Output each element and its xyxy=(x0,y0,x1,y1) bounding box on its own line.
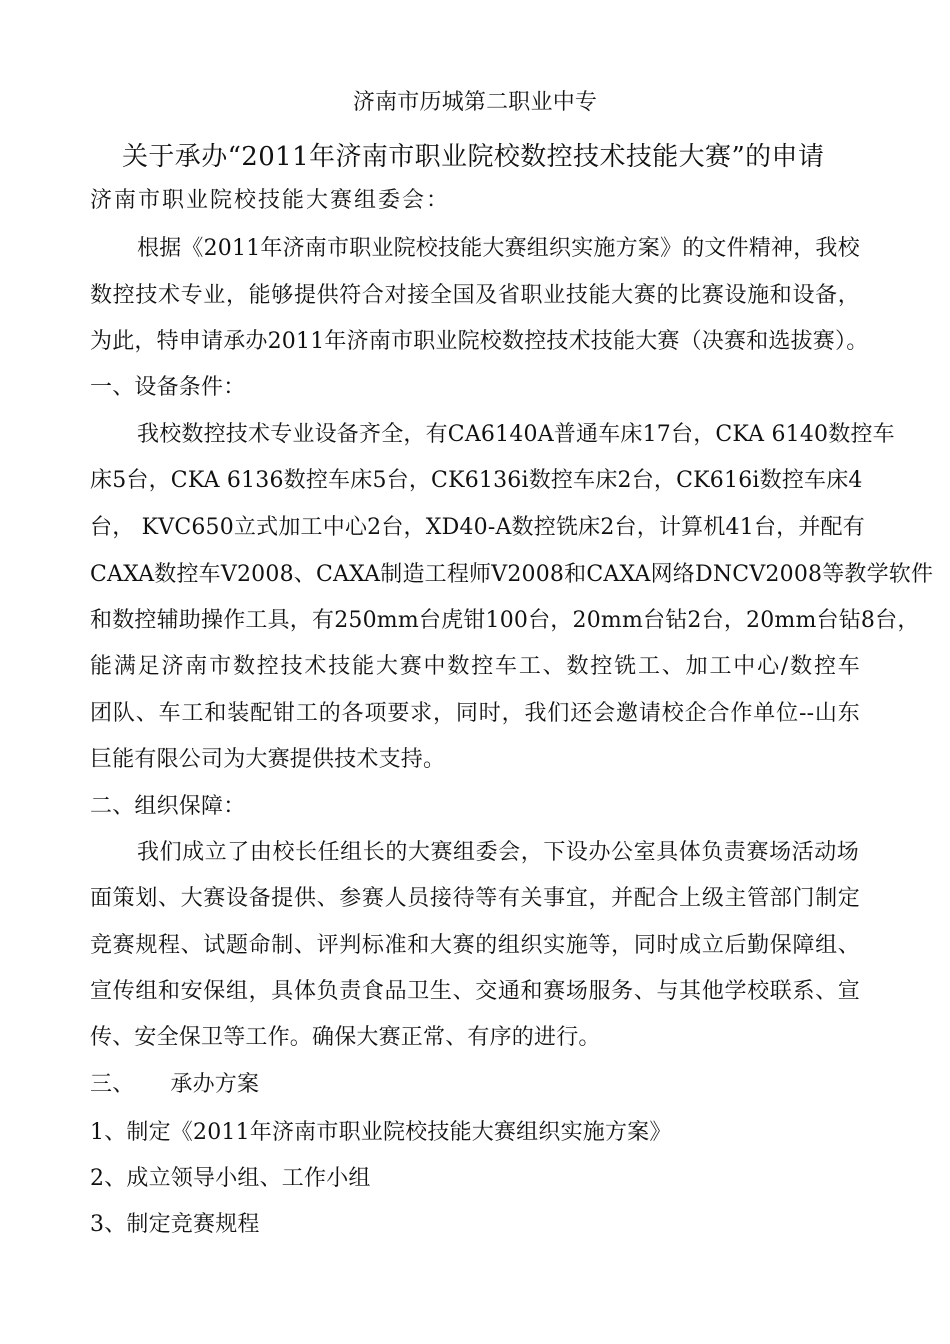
section-heading-equipment: 一、设备条件： xyxy=(90,375,246,400)
equipment-line: 团队、车工和装配钳工的各项要求，同时，我们还会邀请校企合作单位--山东 xyxy=(90,701,860,726)
intro-line: 数控技术专业，能够提供符合对接全国及省职业技能大赛的比赛设施和设备， xyxy=(90,283,860,308)
section-heading-plan: 三、 承办方案 xyxy=(90,1072,260,1097)
equipment-line: 和数控辅助操作工具，有250mm台虎钳100台，20mm台钻2台，20mm台钻8台， xyxy=(90,608,920,633)
addressee: 济南市职业院校技能大赛组委会： xyxy=(90,188,451,213)
document-title: 关于承办“2011年济南市职业院校数控技术技能大赛”的申请 xyxy=(122,142,825,172)
section-heading-organization: 二、组织保障： xyxy=(90,794,246,819)
equipment-line: 巨能有限公司为大赛提供技术支持。 xyxy=(90,747,446,772)
plan-item: 2、成立领导小组、工作小组 xyxy=(90,1166,371,1191)
organization-line: 竞赛规程、试题命制、评判标准和大赛的组织实施等，同时成立后勤保障组、 xyxy=(90,933,860,958)
equipment-line: 我校数控技术专业设备齐全，有CA6140A普通车床17台，CKA 6140数控车 xyxy=(137,422,895,447)
organization-line: 传、安全保卫等工作。确保大赛正常、有序的进行。 xyxy=(90,1025,601,1050)
organization-line: 我们成立了由校长任组长的大赛组委会，下设办公室具体负责赛场活动场 xyxy=(137,840,859,865)
intro-line: 为此，特申请承办2011年济南市职业院校数控技术技能大赛（决赛和选拔赛）。 xyxy=(90,329,869,354)
organization-line: 面策划、大赛设备提供、参赛人员接待等有关事宜，并配合上级主管部门制定 xyxy=(90,886,860,911)
equipment-line: 床5台，CKA 6136数控车床5台，CK6136i数控车床2台，CK616i数控车床4 xyxy=(90,468,863,493)
plan-item: 1、制定《2011年济南市职业院校技能大赛组织实施方案》 xyxy=(90,1120,672,1145)
equipment-line: 台， KVC650立式加工中心2台，XD40-A数控铣床2台，计算机41台，并配有 xyxy=(90,515,865,540)
equipment-line: CAXA数控车V2008、CAXA制造工程师V2008和CAXA网络DNCV2008等教学软件 xyxy=(90,562,934,587)
school-name: 济南市历城第二职业中专 xyxy=(352,90,598,115)
plan-item: 3、制定竞赛规程 xyxy=(90,1212,260,1237)
intro-line: 根据《2011年济南市职业院校技能大赛组织实施方案》的文件精神，我校 xyxy=(137,236,860,261)
organization-line: 宣传组和安保组，具体负责食品卫生、交通和赛场服务、与其他学校联系、宣 xyxy=(90,979,860,1004)
equipment-line: 能满足济南市数控技术技能大赛中数控车工、数控铣工、加工中心/数控车 xyxy=(90,654,860,679)
